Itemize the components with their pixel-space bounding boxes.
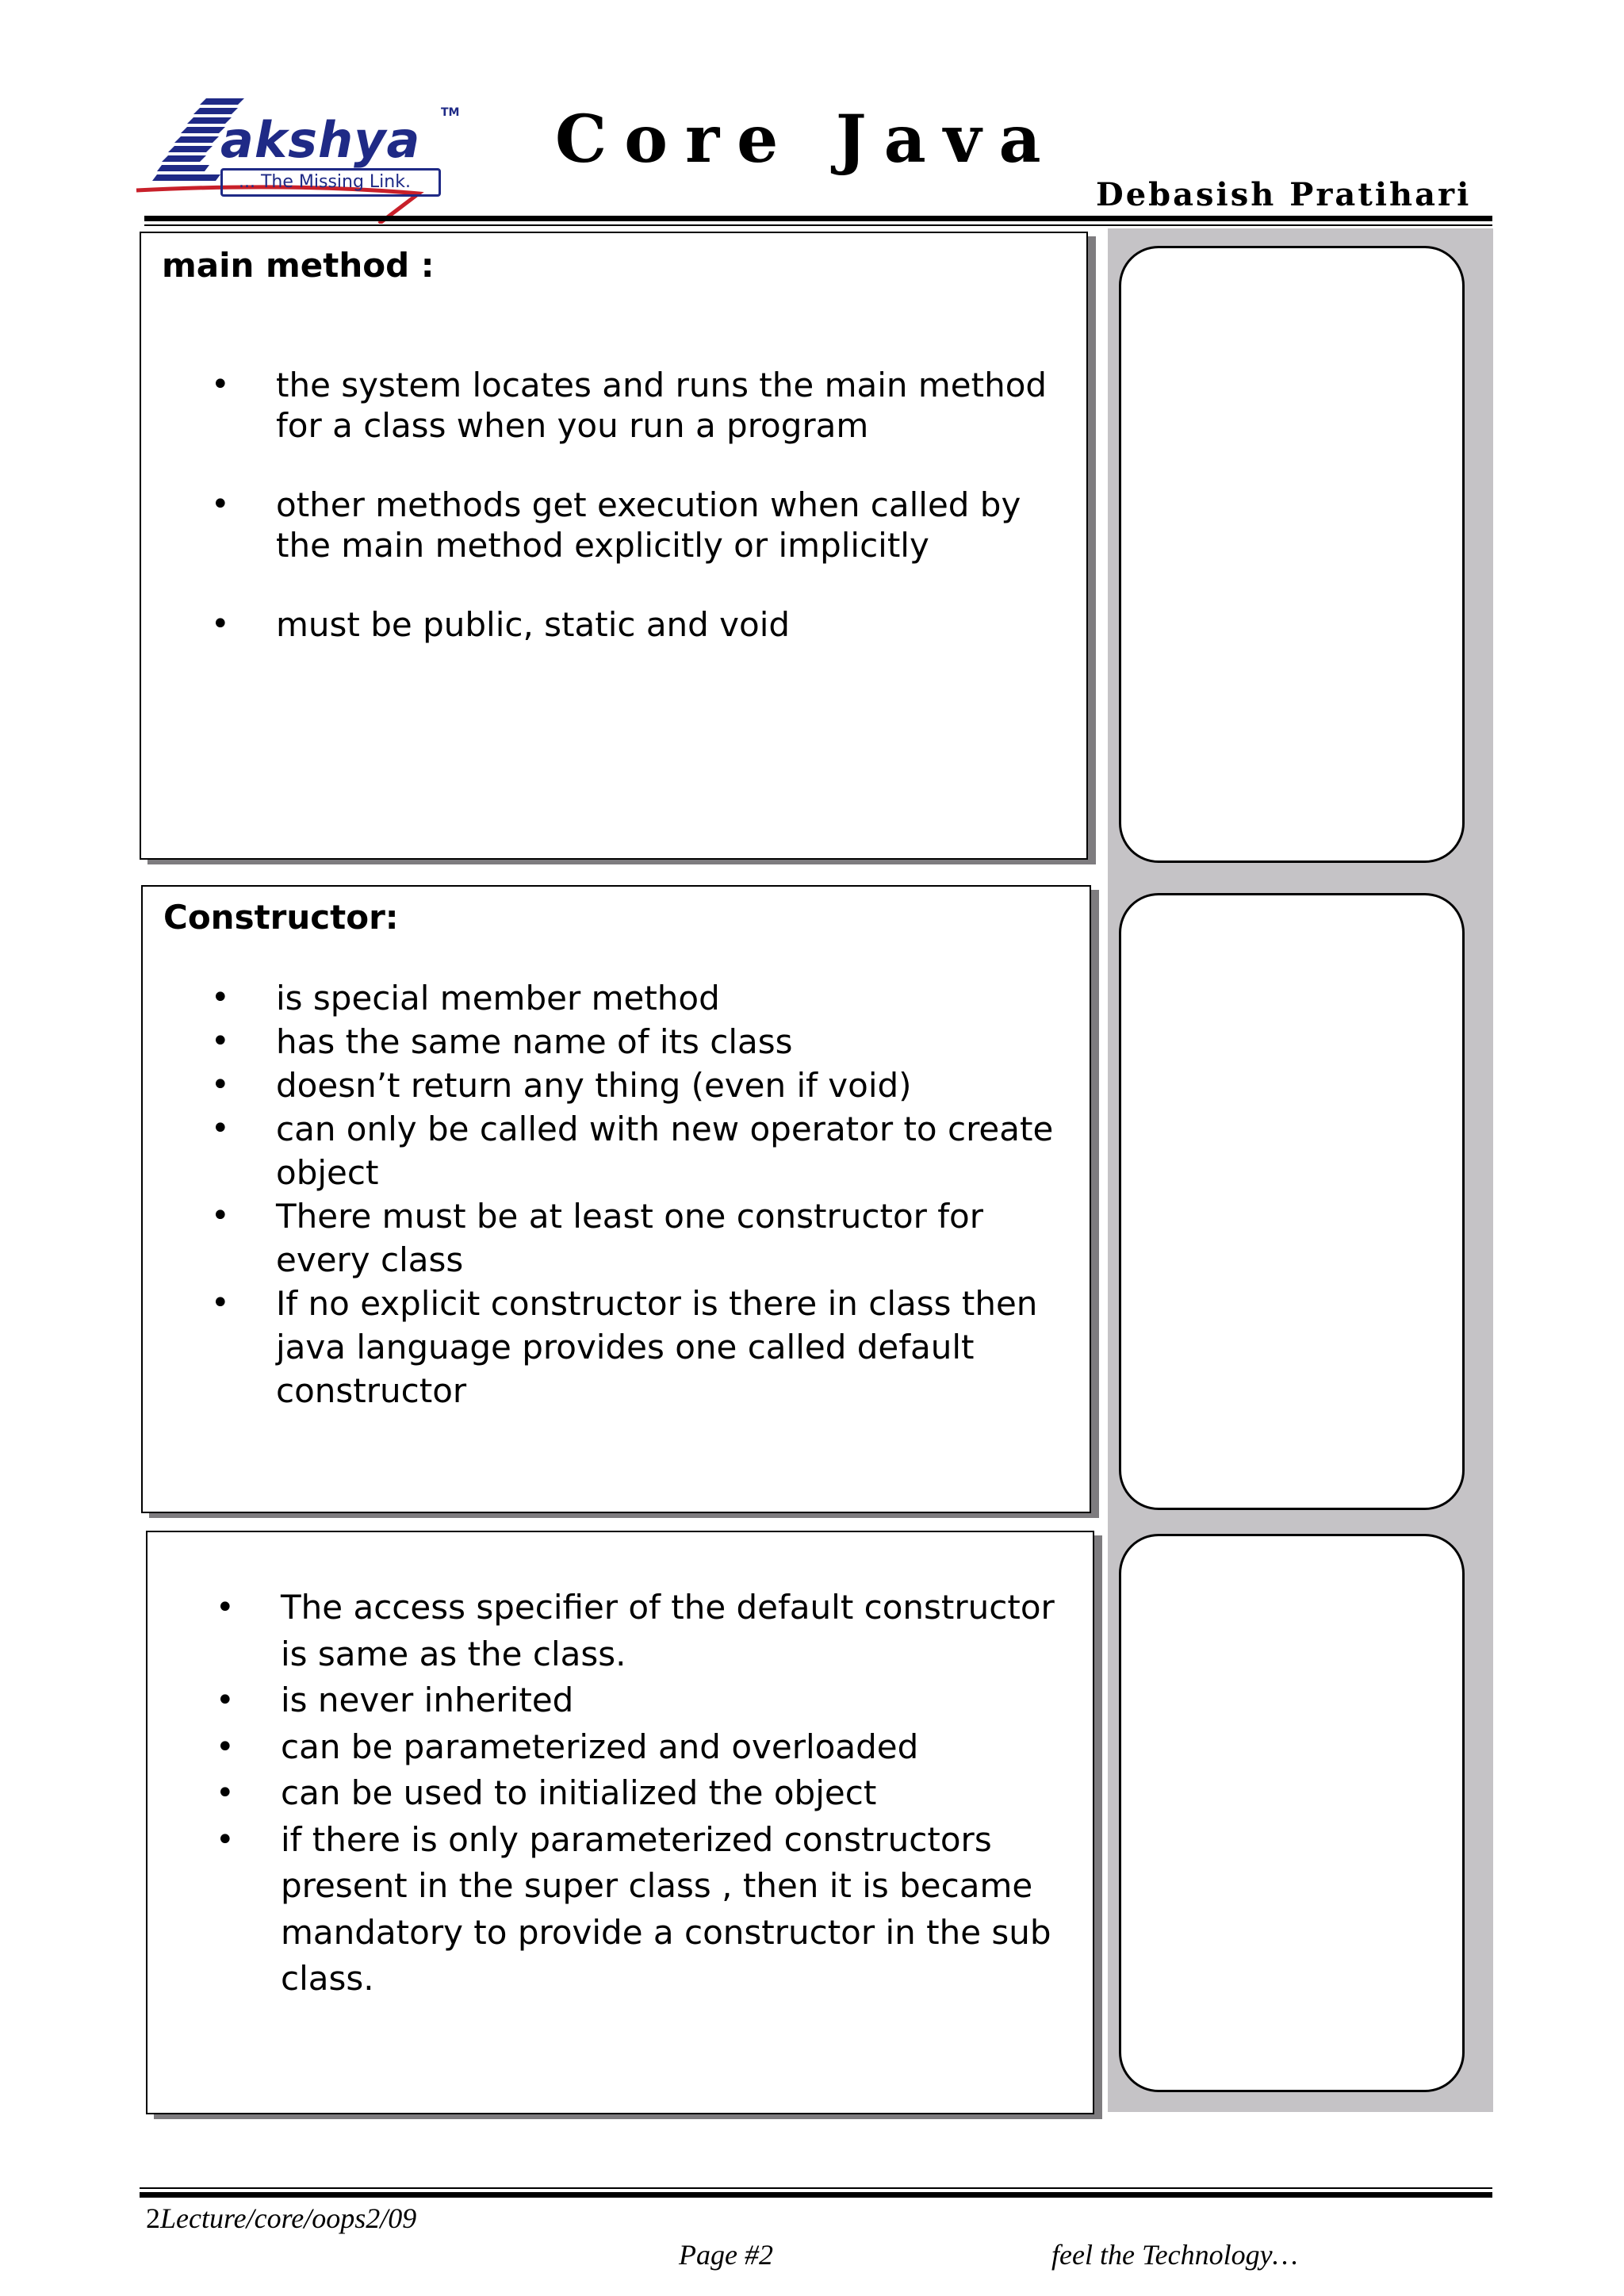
list-item: • If no explicit constructor is there in class then java language provides one called default constructor [211,1282,1080,1412]
list-item: • can be used to initialized the object [216,1770,1085,1817]
list-item: • can only be called with new operator to create object [211,1107,1080,1194]
list-item: • must be public, static and void [211,604,1075,645]
footer-tagline: feel the Technology… [1051,2239,1298,2271]
header-rule-thin [144,224,1492,226]
header-rule [144,216,1492,221]
list-item: • the system locates and runs the main method for a class when you run a program [211,365,1075,446]
list-item: • other methods get execution when called by the main method explicitly or implicitly [211,485,1075,565]
footer-rule [140,2192,1492,2198]
list-item: • is never inherited [216,1677,1085,1724]
lecture-reference [146,2202,416,2235]
constructor-details-section [146,1531,1094,2114]
section-heading: main method : [162,246,435,285]
bullet-list [211,976,1080,1412]
logo-tagline: ... The Missing Link. [220,168,441,197]
note-box [1119,246,1465,863]
section-heading: Constructor: [163,898,399,937]
footer-rule-thin [140,2187,1492,2189]
note-box [1119,1534,1465,2092]
list-item: • There must be at least one constructor for every class [211,1194,1080,1282]
list-item: • can be parameterized and overloaded [216,1724,1085,1771]
page-number: Page #2 [679,2239,773,2271]
list-item: • has the same name of its class [211,1020,1080,1064]
bullet-list [211,365,1075,645]
list-item: • doesn’t return any thing (even if void) [211,1064,1080,1107]
lakshya-logo [133,89,466,224]
constructor-section [141,885,1091,1513]
lecture-number: 2 [146,2202,160,2234]
note-box [1119,893,1465,1510]
trademark-mark: TM [441,106,460,119]
lecture-path: Lecture/core/oops2/09 [160,2202,417,2234]
list-item: • if there is only parameterized constructors present in the super class , then it is became mandatory to provide a constructor in the sub class. [216,1817,1085,2003]
logo-word: akshya [220,111,421,169]
document-title: Core Java [555,102,1059,178]
list-item: • The access specifier of the default constructor is same as the class. [216,1585,1085,1677]
list-item: • is special member method [211,976,1080,1020]
author-name: Debasish Pratihari [1096,176,1472,213]
bullet-list [216,1585,1085,2003]
notes-column [1108,228,1493,2112]
main-method-section [140,232,1088,860]
